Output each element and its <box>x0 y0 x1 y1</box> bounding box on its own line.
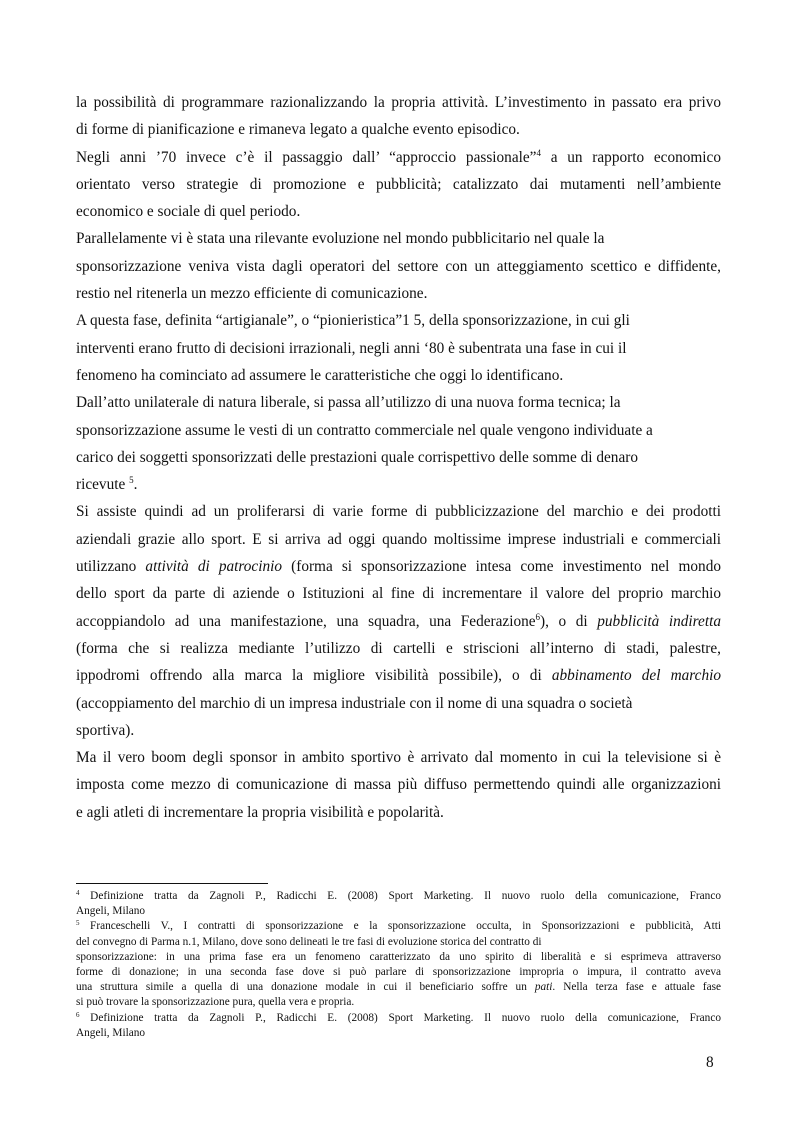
text-line: (forma che si realizza mediante l’utilizzo di cartelli e striscioni all’interno di stadi, palestre, <box>76 639 721 657</box>
footnote-line: Angeli, Milano <box>76 905 146 918</box>
body-text <box>76 89 721 826</box>
text-line: accoppiandolo ad una manifestazione, una squadra, una Federazione$^6$), o di pubblicità indiretta <box>76 611 721 630</box>
text-line: interventi erano frutto di decisioni irrazionali, negli anni ‘80 è subentrata una fase in cui il <box>76 339 627 357</box>
footnote-line: una struttura simile a quella di una donazione modale in cui il beneficiario soffre un pati. Nella terza fase e attuale fase <box>76 981 721 994</box>
footnote-line: $^4$ Definizione tratta da Zagnoli P., Radicchi E. (2008) Sport Marketing. Il nuovo ruolo della comunicazione, Franco <box>76 889 721 902</box>
footnote <box>76 889 721 919</box>
text-line: fenomeno ha cominciato ad assumere le caratteristiche che oggi lo identificano. <box>76 366 564 384</box>
footnote-line: sponsorizzazione: in una prima fase era un fenomeno caratterizzato da uno spirito di liberalità e si esprimeva attraverso <box>76 950 721 963</box>
text-line: carico dei soggetti sponsorizzati delle prestazioni quale corrispettivo delle somme di denaro <box>76 448 638 466</box>
text-line: sponsorizzazione veniva vista dagli operatori del settore con un atteggiamento scettico e diffidente, <box>76 257 721 275</box>
text-line: Parallelamente vi è stata una rilevante evoluzione nel mondo pubblicitario nel quale la <box>76 230 605 248</box>
text-line: Ma il vero boom degli sponsor in ambito sportivo è arrivato dal momento in cui la televisione si è <box>76 749 721 767</box>
footnote-line: $^5$ Franceschelli V., I contratti di sponsorizzazione e la sponsorizzazione occulta, in Sponsorizzazioni e pubblicità, Atti <box>76 919 721 933</box>
text-line: aziendali grazie allo sport. E si arriva ad oggi quando moltissime imprese industriali e commerciali <box>76 530 721 548</box>
page-number: 8 <box>706 1054 714 1071</box>
paragraph <box>76 498 721 744</box>
paragraph <box>76 144 721 226</box>
footnote-line: forme di donazione; in una seconda fase dove si può parlare di sponsorizzazione impropria o impura, il contratto aveva <box>76 965 721 978</box>
text-line: utilizzano attività di patrocinio (forma si sponsorizzazione intesa come investimento nel mondo <box>76 558 721 576</box>
text-line: la possibilità di programmare razionalizzando la propria attività. L’investimento in passato era privo <box>76 94 721 111</box>
paragraph <box>76 307 721 389</box>
text-line: sponsorizzazione assume le vesti di un contratto commerciale nel quale vengono individuate a <box>76 421 653 439</box>
footnote-separator <box>76 883 268 884</box>
text-line: sportiva). <box>76 721 135 739</box>
footnote-line: Angeli, Milano <box>76 1026 146 1039</box>
text-line: A questa fase, definita “artigianale”, o “pionieristica”1 5, della sponsorizzazione, in cui gli <box>76 312 630 330</box>
footnote-number: 5 <box>76 919 80 928</box>
footnotes <box>76 889 721 1041</box>
footnote-line: del convegno di Parma n.1, Milano, dove sono delineati le tre fasi di evoluzione storica del contratto di <box>76 935 542 948</box>
footnote-line: $^6$ Definizione tratta da Zagnoli P., Radicchi E. (2008) Sport Marketing. Il nuovo ruolo della comunicazione, Franco <box>76 1010 721 1024</box>
text-line: (accoppiamento del marchio di un impresa industriale con il nome di una squadra o società <box>76 694 633 712</box>
text-line: restio nel ritenerla un mezzo efficiente di comunicazione. <box>76 285 428 303</box>
footnote-number: 4 <box>76 889 80 897</box>
text-line: Negli anni ’70 invece c’è il passaggio dall’ “approccio passionale”$^4$ a un rapporto economico <box>76 147 721 166</box>
paragraph <box>76 389 721 498</box>
text-line: di forme di pianificazione e rimaneva legato a qualche evento episodico. <box>76 121 520 139</box>
paragraph <box>76 744 721 826</box>
text-line: dello sport da parte di aziende o Istituzioni al fine di incrementare il valore del proprio marchio <box>76 585 721 603</box>
paragraph <box>76 89 721 144</box>
text-line: e agli atleti di incrementare la propria visibilità e popolarità. <box>76 803 444 821</box>
text-line: imposta come mezzo di comunicazione di massa più diffuso permettendo quindi alle organizzazioni <box>76 776 721 794</box>
footnote <box>76 1011 721 1041</box>
text-line: ricevute $^5$. <box>76 475 138 494</box>
text-line: ippodromi offrendo alla marca la migliore visibilità possibile), o di abbinamento del marchio <box>76 667 721 685</box>
text-line: Dall’atto unilaterale di natura liberale, si passa all’utilizzo di una nuova forma tecnica; la <box>76 394 621 412</box>
footnote-number: 6 <box>76 1010 80 1019</box>
footnote <box>76 919 721 1010</box>
paragraph <box>76 225 721 307</box>
text-line: orientato verso strategie di promozione e pubblicità; catalizzato dai mutamenti nell’ambiente <box>76 175 721 193</box>
text-line: Si assiste quindi ad un proliferarsi di varie forme di pubblicizzazione del marchio e dei prodotti <box>76 503 721 521</box>
footnote-line: si può trovare la sponsorizzazione pura, quella vera e propria. <box>76 996 355 1009</box>
text-line: economico e sociale di quel periodo. <box>76 203 301 221</box>
